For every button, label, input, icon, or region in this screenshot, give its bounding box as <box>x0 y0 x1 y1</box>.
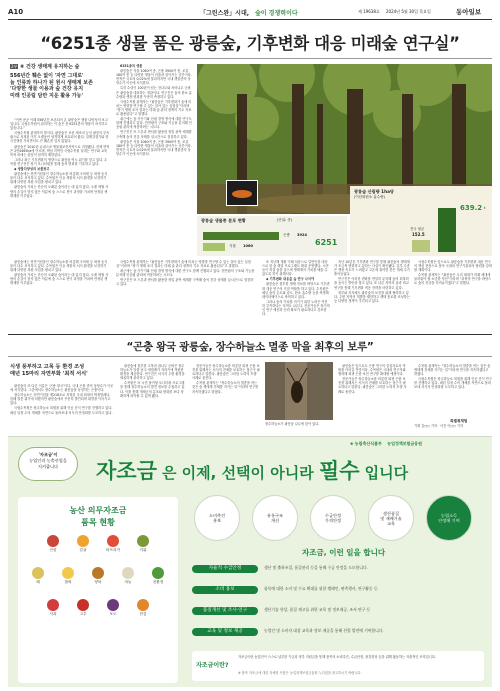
species-value-a: 3924 <box>297 233 308 237</box>
duties-panel <box>192 545 484 683</box>
ad-headline-keyword: 자조금 <box>96 459 157 483</box>
article2-column-2 <box>120 364 186 430</box>
paragraph: “이번 준공 이래 556년간 보존되어 온 광릉숲은 생물 다양성의 보고입니다. 국립수목원이 관리하는 이 숲은 총 6251종의 생물이 서식하고 있습니다.” <box>10 118 108 131</box>
veggie-item <box>147 567 169 585</box>
subhead: ◆ 기후변화 대응을 숲 연구 나서야 <box>266 277 315 282</box>
article-column-1b <box>116 260 256 332</box>
duty-tag: 교육 및 정보 제공 <box>192 628 258 636</box>
paragraph: 수목원 관계자는 “장수하늘소의 멸종을 막는 것은 숲 생태계 전체를 지키는 일”이라며 연구를 지속하겠다고 밝혔다. <box>192 381 259 394</box>
what-is-box <box>192 651 484 681</box>
veggie-item <box>102 535 124 553</box>
paragraph: 국립수목원은 앞으로도 광릉숲을 기후변화 대응 연구의 핵심 현장으로 삼아 국내외 연구기관과의 협력을 강화할 계획이다. <box>414 260 492 273</box>
veggie-label: 고추 <box>79 612 87 616</box>
veggie-item <box>117 567 139 585</box>
paragraph: 광릉숲의 또 다른 이름은 '곤충 왕국'이다. 국내 곤충 종의 상당수가 이곳에 서식한다. 그중에서도 장수하늘소는 광릉숲을 상징하는 곤충이다. <box>10 384 114 393</box>
article2-column-3 <box>192 364 260 430</box>
sub-line-1: 매년 15마리 자연부화 '최적 서식' <box>10 371 88 377</box>
ad-banner <box>8 436 492 687</box>
species-total: 6251 <box>315 238 338 247</box>
byline: 특별취재팀 <box>450 419 468 423</box>
species-value-b: 1060 <box>243 244 254 248</box>
paragraph: 수목원 관계자는 “장수하늘소의 멸종을 막는 것은 숲 생태계 전체를 지키는 일”이라며 연구를 지속하겠다고 밝혔다. <box>414 364 491 377</box>
ministry-logo-icon: ❀ <box>350 441 354 446</box>
main-headline: “6251종 생물 품은 광릉숲, 기후변화 대응 미래숲 연구실” <box>40 34 460 53</box>
headline-rule <box>8 58 492 59</box>
veggie-item <box>27 567 49 585</box>
veggie-icon <box>32 567 44 579</box>
veggie-icon <box>47 535 59 547</box>
speech-line-0: '자조금'이 <box>38 452 58 457</box>
lead-line-0: ⑧ 건강 생태계 유지하는 숲 <box>20 64 80 70</box>
species-bar-b <box>203 243 225 251</box>
carbon-value: 639.2 <box>460 204 483 212</box>
veggie-item <box>72 535 94 553</box>
duty-text: 생산 및 출하조절, 품질관리 등을 통해 수급 안정을 도모합니다. <box>264 565 368 570</box>
carbon-bar-main <box>438 208 456 252</box>
veggie-label: 인삼 <box>49 548 57 552</box>
paragraph: 또 지난해 개원 이래 처음으로 일반인을 대상으로 한 숲 해설 프로그램도 확대 운영했다. 시민들이 직접 숲을 걸으며 생태계의 가치를 배울 수 있도록 하기 위해서다. <box>262 260 329 277</box>
lead-line-1: 556년간 훼손 없이 '자연 그대로' <box>10 73 84 79</box>
feature-circle: 소비촉진 홍보 <box>194 495 240 541</box>
paragraph: 광릉숲의 가치는 단순히 오래된 숲이라는 데 있지 않다. 오랜 세월 사람의 손길이 닿지 않은 덕분에 숲 스스로 천이 과정을 거치며 안정된 생태계를 이루었다. <box>10 273 109 286</box>
duty-text: 농업인 및 소비자 대상 교육과 정보 제공을 통해 산업 발전에 기여합니다. <box>264 628 384 633</box>
subhead: ◆ 생물다양성의 보물창고 <box>14 167 50 172</box>
speech-line-1: 농업인과 농축산업을 <box>29 458 67 463</box>
issue-date: 2024년 5월 30일 목요일 <box>386 9 431 14</box>
species-label-a: 곤충 <box>283 233 290 237</box>
article-column-5 <box>414 260 492 332</box>
ad-headline <box>96 455 408 485</box>
veggie-icon <box>107 599 119 611</box>
veggie-label: 파프리카 <box>106 548 120 552</box>
page-number: A10 <box>8 8 24 16</box>
secondary-headline: “곤충 왕국 광릉숲, 장수하늘소 멸종 막을 최후의 보루” <box>126 341 374 353</box>
figure2-sub: (이산화탄소 흡수량) <box>354 195 385 199</box>
items-panel-title: 농산 의무자조금 <box>69 506 127 515</box>
paragraph: 국립수목원 관계자의 말이다. 광릉숲은 조선 세조의 능인 광릉의 부속림으로 지정된 이후 오랫동안 엄격하게 보호되어 왔다. 일제강점기와 한국전쟁을 거치면서도 큰 훼손을 입지 않았다. <box>10 131 110 144</box>
speech-bubble <box>18 447 78 481</box>
veggie-label: 사과 <box>49 612 57 616</box>
duty-text: 생산기술 향상, 품질 제고를 위한 교육 및 정보제공, 조사·연구 등 <box>264 607 371 612</box>
items-panel-sub: 품목 현황 <box>81 518 115 527</box>
paragraph: 전문가들은 장수하늘소를 비롯한 희귀 곤충 보전을 위해서는 서식지 전체를 보호하는 접근이 필요하다고 말한다. 광릉숲은 그러한 노력의 모범 사례로 꼽힌다. <box>338 377 407 394</box>
duties-title: 자조금, 이런 일을 합니다 <box>302 548 386 557</box>
beetle-caption: 장수하늘소가 광릉숲 나무에 앉아 있다. <box>265 422 320 426</box>
veggie-label: 단감 <box>139 612 147 616</box>
veggie-icon <box>77 535 89 547</box>
feature-circle: 유통구조 개선 <box>252 495 298 541</box>
species-bar-a <box>203 232 279 240</box>
paper-name: 동아일보 <box>456 8 482 16</box>
veggie-label: 양파 <box>94 580 102 584</box>
section-rule-2 <box>8 356 492 357</box>
duty-text: 품목에 대한 소비 및 수요 확대를 위한 캠페인, 판촉행사, 연구활동 등 <box>264 586 378 591</box>
lead-line-4: 미래 인공림 담만 지운 활용 가능' <box>10 92 84 99</box>
ad-footer-note: ※ 품목 자조금에 대한 자세한 사항은 농업정책보험금융원 누리집을 참고하시기 바랍니다. <box>238 671 362 675</box>
duty-tag: 소비 홍보 <box>192 586 258 594</box>
veggie-label: 키위 <box>139 548 147 552</box>
veggie-item <box>87 567 109 585</box>
veggie-label: 마늘 <box>124 580 132 584</box>
paragraph: 정부와 지자체도 광릉숲의 보전을 위해 협력하고 있다. 주변 지역의 개발을 제한하고 생태 통로를 조성하는 등 다양한 정책이 추진되고 있다. <box>334 290 410 303</box>
figure-species <box>197 216 347 256</box>
paragraph: 최근에는 숲 가꾸기와 산림 경영 방식에 대한 연구도 함께 진행되고 있다. 천연림의 구조와 기능을 분석해 인공림 관리에 적용하려는 시도다. <box>116 269 255 278</box>
what-is-title: 자조금이란? <box>196 662 229 669</box>
paragraph: 국립수목원은 장수하늘소 복원을 위해 인공 증식 연구를 진행하고 있다. 매년 일정 수의 개체를 자연으로 돌려보내 서식지 안정화를 도모하고 있다. <box>10 406 113 415</box>
duty-tag: 자율적 수급안정 <box>192 565 258 573</box>
compare-label: 전국 평균 <box>410 227 425 231</box>
article-column-3 <box>262 260 330 332</box>
veggie-label: 친환경 <box>152 580 164 584</box>
paragraph: 광릉숲에는 천연기념물인 장수하늘소를 비롯해 크낙새 등 희귀 동식물이 다수 서식하고 있다. 수목원은 이들 생물의 서식 환경을 보전하기 위해 다양한 복원 사업을 펼치고 있다. <box>10 172 108 185</box>
speech-line-2: 지켜줍니다 <box>37 464 59 469</box>
paragraph: 국립수목원은 장수하늘소 복원을 위해 인공 증식 연구를 진행하고 있다. 매년 일정 수의 개체를 자연으로 돌려보내 서식지 안정화를 도모하고 있다. <box>414 377 492 390</box>
veggie-icon <box>137 535 149 547</box>
specimen-inset <box>226 180 258 206</box>
paragraph: 광릉숲에는 천연기념물인 장수하늘소를 비롯해 크낙새 등 희귀 동식물이 다수 서식하고 있다. 수목원은 이들 생물의 서식 환경을 보전하기 위해 다양한 복원 사업을 펼치고 있다. <box>10 260 108 273</box>
paragraph: 광릉숲은 식물 1060여 종, 곤충 3900여 종, 조류 180여 종 등 다양한 생물이 어울려 살아가는 공간이다. 면적은 국토의 0.02%에 불과하지만 국내 생물종의 상당수가 이곳에 서식한다. <box>116 69 192 86</box>
paragraph: 광릉숲은 앞으로도 곤충 연구의 중심지로서 역할을 이어갈 전망이다. 수목원은 국내외 연구자와 협력해 희귀 곤충 보전 연구를 확대할 예정이다. <box>338 364 406 377</box>
ad-headline-must: 필수 <box>318 459 360 483</box>
compare-value: 152.5 <box>412 232 425 237</box>
paragraph: 특히 수령이 100년이 넘는 전나무와 서어나무 군락은 광릉숲을 대표하는 경관이다. 연구진은 숲의 탄소 흡수량과 생장 변화를 꾸준히 측정하고 있다. <box>116 86 192 99</box>
article-column-1c <box>10 260 110 332</box>
veggie-icon <box>77 599 89 611</box>
veggie-label: 포도 <box>109 612 117 616</box>
veggie-item <box>72 599 94 617</box>
ad-org-name: 농업정책보험금융원 <box>387 441 423 446</box>
veggie-item <box>132 535 154 553</box>
paragraph: 광릉숲의 가치는 단순히 오래된 숲이라는 데 있지 않다. 오랜 세월 사람의 손길이 닿지 않은 덕분에 숲 스스로 천이 과정을 거치며 안정된 생태계를 이루었다. <box>10 185 109 198</box>
article2-column-5 <box>414 364 492 420</box>
paragraph: 국립수목원 관계자는 “광릉숲은 기후변화가 숲에 미치는 영향을 연구할 수 있는 살아 있는 실험실”이라며 “장기 생태 조사 결과는 미래 숲 관리 정책의 기초 자료로 활용된다”고 말했다. <box>116 260 251 269</box>
contact-line: 기획 김○○ 기자 · 사진 이○○ 기자 <box>414 424 464 428</box>
veggie-label: 감귤 <box>79 548 87 552</box>
veggie-item <box>42 535 64 553</box>
specimen-icon <box>227 181 257 205</box>
header-rule <box>8 19 492 20</box>
veggie-item <box>57 567 79 585</box>
section-title: 「그린스완」시대, <box>200 10 250 17</box>
beetle-photo <box>265 362 333 420</box>
section-subtitle: 숲이 경쟁력이다 <box>255 10 298 17</box>
carbon-bar-compare <box>412 240 430 252</box>
veggie-icon <box>137 599 149 611</box>
lead-block <box>10 64 110 99</box>
paragraph: 광릉숲은 풍부한 생태 자료를 바탕으로 기후변화 대응 연구의 거점 역할을 하고 있다. 수목원은 매년 숲의 온도와 습도, 탄소 흡수량 등을 측정해 데이터베이스로 축적하고 있다. <box>262 282 330 299</box>
veggie-icon <box>152 567 164 579</box>
paragraph: 수목원 관계자는 “광릉숲은 우리 세대가 미래 세대에 물려줘야 할 소중한 자산”이라며 “과학적 연구를 바탕으로 숲의 건강을 지켜나가겠다”고 말했다. <box>414 273 492 286</box>
veggie-label: 참외 <box>64 580 72 584</box>
article-column-1 <box>10 118 110 256</box>
duty-tag: 품질개선 및 조사·연구 <box>192 607 258 615</box>
paragraph: 전문가들은 장수하늘소를 비롯한 희귀 곤충 보전을 위해서는 서식지 전체를 보호하는 접근이 필요하다고 말한다. 광릉숲은 그러한 노력의 모범 사례로 꼽힌다. <box>192 364 260 381</box>
paragraph: 장수하늘소는 천연기념물 제218호로 지정된 국내 최대의 딱정벌레다. 한때 멸종 위기에 처했지만 광릉숲에서 꾸준히 발견되며 희망을 이어가고 있다. <box>10 393 111 406</box>
veggie-icon <box>47 599 59 611</box>
paragraph: 그러나 최근 기후변화의 영향으로 광릉숲 역시 위기를 맞고 있다. 수목원 연구진은 장기 모니터링을 통해 숲의 변화를 기록하고 있다. <box>10 157 108 166</box>
feature-circle: 수급안정 가격안정 <box>310 495 356 541</box>
series-badge: 2부 <box>11 64 18 69</box>
species-label-b: 식물 <box>229 244 236 248</box>
page-header <box>8 6 492 24</box>
carbon-unit: t <box>484 206 486 210</box>
veggie-label: 배 <box>36 580 40 584</box>
ministry-name: 농림축산식품부 <box>354 441 382 446</box>
lead-line-3: '다양한 생물 이용과 숲 건강 유지 <box>10 86 84 92</box>
ad-headline-end: 입니다 <box>364 464 409 482</box>
feature-circle: 농업소득 안정에 기여 <box>426 495 472 541</box>
veggie-icon <box>62 567 74 579</box>
issue-number: 제 19638호 <box>358 9 380 14</box>
paragraph: 연구진은 또 드론과 센서를 활용한 정밀 관측 체계를 구축해 숲의 건강 상태를 실시간으로 점검하고 있다. <box>116 130 192 139</box>
paragraph: 지난 10년간 기후변화 연구를 통해 광릉숲의 생태계가 조금씩 변화하고 있다는 사실이 확인됐다. 일부 수종은 생장 속도가 느려졌고 고온에 취약한 종은 개체 수가 줄어들었다. <box>334 260 410 277</box>
items-panel <box>18 497 178 683</box>
article-column-4 <box>334 260 410 332</box>
paragraph: 국립수목원 관계자는 “광릉숲은 기후변화가 숲에 미치는 영향을 연구할 수 있는 살아 있는 실험실”이라며 “장기 생태 조사 결과는 미래 숲 관리 정책의 기초 자료로 활용된다”고 말했다. <box>116 99 192 117</box>
paragraph: 최근에는 숲 가꾸기와 산림 경영 방식에 대한 연구도 함께 진행되고 있다. 천연림의 구조와 기능을 분석해 인공림 관리에 적용하려는 시도다. <box>116 117 192 130</box>
subhead: 6251종의 생물 <box>120 64 143 68</box>
paragraph: 광릉숲에 풍부한 고목과 참나무 군락은 장수하늘소가 알을 낳고 애벌레가 자라기에 적합한 환경을 제공한다. 연구진은 서식지 주변 환경을 세심하게 관리하고 있다. <box>120 364 185 381</box>
veggie-icon <box>92 567 104 579</box>
article2-column-1 <box>10 384 114 430</box>
figure2-title: 광릉숲 산림량 1ha당 <box>354 189 394 194</box>
article2-column-4 <box>338 364 408 430</box>
beetle-illustration <box>265 362 333 420</box>
section-rule <box>8 334 492 335</box>
veggie-item <box>132 599 154 617</box>
paragraph: 그러나 숲의 가치를 지키기 위한 노력은 여전히 부족하다는 지적도 나온다. 전문가들은 장기적인 연구 예산과 인력 확보가 필요하다고 강조한다. <box>262 299 330 317</box>
ad-headline-mid: 은 이제, 선택이 아니라 <box>161 464 319 482</box>
veggie-item <box>102 599 124 617</box>
feature-circle: 생산품질 및 재배기술 교육 <box>368 495 414 541</box>
ad-ministry-logo <box>350 441 422 447</box>
figure-carbon <box>350 186 492 256</box>
sub-line-0: 식생 풍부하고 고목 등 환경 조성 <box>10 364 85 370</box>
what-is-text: 자조금이란 농업인이 스스로 납부한 기금과 정부 지원금을 통해 품목의 소비촉진, 수급안정, 품질향상 등을 위해 활동하는 자율적인 조직입니다. <box>238 655 436 659</box>
veggie-icon <box>122 567 134 579</box>
lead-line-2: 늘 인류와 하나가 된 원시 생태계 보존 <box>10 79 93 86</box>
veggie-icon <box>107 535 119 547</box>
paragraph: 수목원은 또 시민 참여형 모니터링 프로그램을 통해 장수하늘소의 발견 정보를 수집하고 있다. 이를 통해 개체군의 분포와 변화를 보다 정확하게 파악할 수 있게 됐다. <box>120 381 185 398</box>
figure-unit: (단위: 종) <box>277 218 293 222</box>
paragraph: 연구진은 또 드론과 센서를 활용한 정밀 관측 체계를 구축해 숲의 건강 상태를 실시간으로 점검하고 있다. <box>116 278 254 287</box>
article-column-2 <box>116 64 192 256</box>
veggie-item <box>42 599 64 617</box>
paragraph: 연구진은 이러한 변화를 면밀히 분석해 숲의 회복력을 높이는 방안을 찾고 있다. 또 다른 지역의 숲과 비교 연구를 통해 기후변화 적응 전략을 마련하고 있다. <box>334 277 409 290</box>
figure-title: 광릉숲 생물종 분포 현황 <box>201 218 246 223</box>
paragraph: 광릉숲은 식물 1060여 종, 곤충 3900여 종, 조류 180여 종 등 다양한 생물이 어울려 살아가는 공간이다. 면적은 국토의 0.02%에 불과하지만 국내 생물종의 상당수가 이곳에 서식한다. <box>116 139 192 156</box>
paragraph: 광릉숲은 2010년 유네스코 생물권보전지역으로 지정됐다. 전체 면적은 2만4465ha에 이르며, 핵심 지역인 국립수목원 일대는 연구와 교육 목적 외에는 출입이 엄격히 제한된다. <box>10 144 110 157</box>
